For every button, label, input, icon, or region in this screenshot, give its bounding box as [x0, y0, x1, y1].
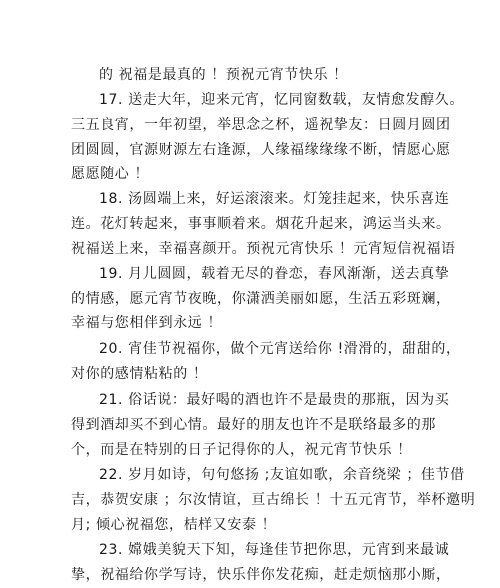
text-line: 得到酒却买不到心情。最好的朋友也许不是联络最多的那	[71, 417, 436, 433]
text-line: 连。花灯转起来，事事顺着来。烟花升起来，鸿运当头来。	[71, 216, 451, 232]
text-line: 20. 宵佳节祝福你，做个元宵送给你 !滑滑的，甜甜的，	[99, 341, 461, 357]
text-line: 挚，祝福给你学写诗，快乐伴你发花痴，赶走烦恼那小厮，	[71, 567, 451, 583]
text-line: 22. 岁月如诗，句句悠扬 ;友谊如歌，余音绕梁 ；佳节借	[99, 467, 465, 483]
text-line: 月; 倾心祝福您，桔样又安泰 ！	[71, 517, 277, 533]
text-line: 个，而是在特别的日子记得你的人，祝元宵节快乐 ！	[71, 442, 412, 458]
text-line: 的情感，愿元宵节夜晚，你潇洒美丽如愿，生活五彩斑斓，	[71, 291, 451, 307]
text-line: 吉，恭贺安康 ；尔汝情谊，亘古绵长 ！十五元宵节，举杯邀明	[71, 492, 476, 508]
text-line: 幸福与您相伴到永远 ！	[71, 315, 223, 331]
text-line: 19. 月儿圆圆，载着无尽的眷恋，春风渐渐，送去真挚	[99, 266, 450, 282]
text-line: 17. 送走大年，迎来元宵，忆同窗数载，友情愈发醇久。	[99, 92, 464, 108]
text-line: 三五良宵，一年初望，举思念之杯，遥祝挚友：日圆月圆团	[71, 117, 451, 133]
text-line: 18. 汤圆端上来，好运滚滚来。灯笼挂起来，快乐喜连	[99, 191, 450, 207]
text-line: 对你的感情粘粘的 ！	[71, 366, 208, 382]
text-line: 的 祝福是最真的 ！预祝元宵节快乐 ！	[99, 67, 348, 83]
text-line: 21. 俗话说：最好喝的酒也许不是最贵的那瓶，因为买	[99, 392, 450, 408]
text-line: 祝福送上来，幸福喜颜开。预祝元宵快乐 ！元宵短信祝福语	[71, 241, 456, 257]
text-line: 愿愿随心 ！	[71, 166, 150, 182]
text-line: 23. 嫦娥美貌天下知，每逢佳节把你思，元宵到来最诚	[99, 542, 450, 558]
text-line: 团圆圆，官源财源左右逢源，人缘福缘缘缘不断，情愿心愿	[71, 142, 451, 158]
